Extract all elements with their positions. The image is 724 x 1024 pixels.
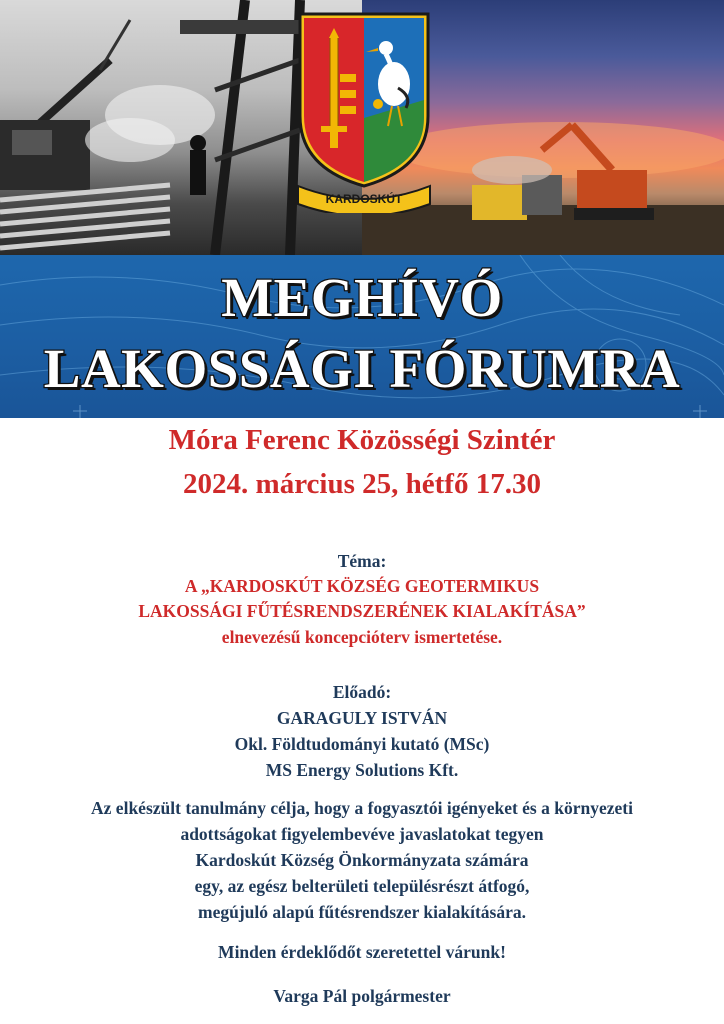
topic-title-line3: elnevezésű koncepcióterv ismertetése.: [221, 627, 503, 647]
description-line: Kardoskút Község Önkormányzata számára: [195, 850, 529, 870]
mayor-signature: Varga Pál polgármester: [273, 986, 451, 1006]
event-venue: Móra Ferenc Közösségi Szintér: [168, 424, 556, 456]
description-line: egy, az egész belterületi településrészt átfogó,: [194, 876, 530, 896]
presenter-label: Előadó:: [332, 682, 392, 702]
event-datetime: 2024. március 25, hétfő 17.30: [183, 468, 541, 500]
headline-forum: LAKOSSÁGI FÓRUMRA: [43, 338, 681, 399]
headline-invitation: MEGHÍVÓ: [221, 267, 503, 328]
topic-label: Téma:: [337, 551, 387, 571]
header-photo-band: [0, 0, 724, 255]
description-line: Az elkészült tanulmány célja, hogy a fogyasztói igényeket és a környezeti: [91, 798, 633, 818]
description-line: megújuló alapú fűtésrendszer kialakítására.: [198, 902, 526, 922]
kardoskut-coat-of-arms: [294, 8, 434, 213]
description-line: adottságokat figyelembevéve javaslatokat tegyen: [180, 824, 544, 844]
presenter-name: GARAGULY ISTVÁN: [276, 708, 448, 728]
presenter-title: Okl. Földtudományi kutató (MSc): [234, 734, 490, 754]
topic-title-line2: LAKOSSÁGI FŰTÉSRENDSZERÉNEK KIALAKÍTÁSA”: [138, 601, 586, 621]
closing-invitation: Minden érdeklődőt szeretettel várunk!: [218, 942, 506, 962]
title-banner: [0, 255, 724, 418]
topic-title-line1: A „KARDOSKÚT KÖZSÉG GEOTERMIKUS: [184, 576, 540, 596]
presenter-company: MS Energy Solutions Kft.: [265, 760, 459, 780]
crest-ribbon-text: KARDOSKÚT: [325, 192, 403, 206]
